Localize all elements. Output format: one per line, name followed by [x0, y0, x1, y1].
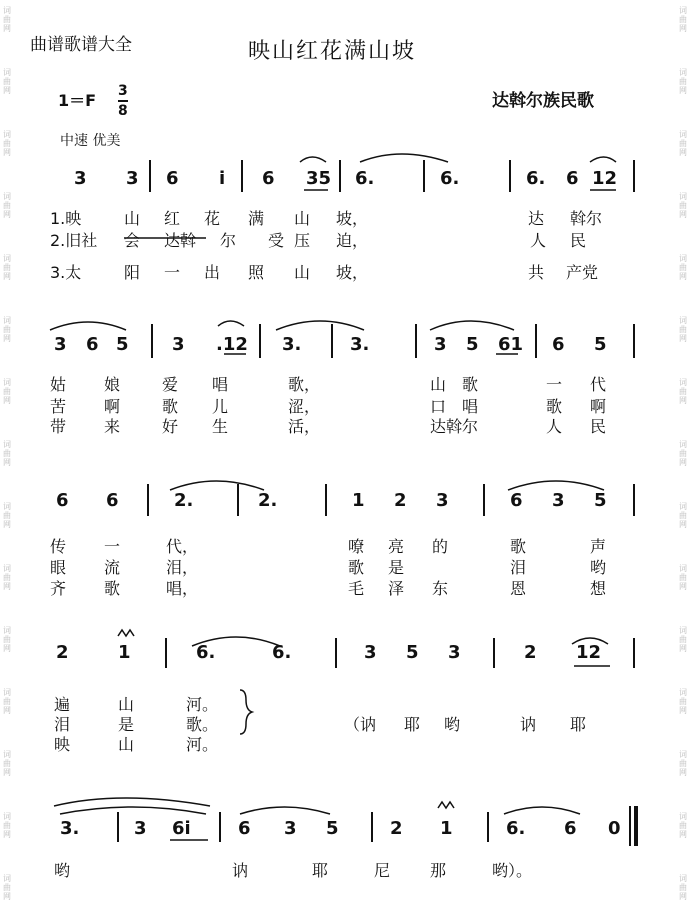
note: 5 [406, 642, 419, 663]
note: 6. [506, 818, 526, 839]
lyric-syllable: 3.太 [50, 263, 82, 282]
note: 1 [440, 818, 453, 839]
lyric-syllable: 泪 [510, 558, 527, 577]
side-watermark-mark: 词 曲 网 [3, 68, 11, 95]
lyric-syllable: 涩， [288, 397, 321, 416]
lyric-syllable: 山 [294, 209, 311, 228]
note: 5 [326, 818, 339, 839]
note: 6 [564, 818, 577, 839]
note: 3 [74, 168, 87, 189]
side-watermark-mark: 词 曲 网 [3, 502, 11, 529]
tempo-marking: 中速 优美 [60, 133, 121, 149]
ornaments [118, 630, 454, 808]
note: 6. [440, 168, 460, 189]
lyric-syllable: 爱 [162, 375, 179, 394]
lyric-syllable: 代， [166, 537, 199, 556]
underlines [124, 190, 616, 840]
side-watermark-mark: 词 曲 网 [3, 254, 11, 281]
note: 3 [552, 490, 565, 511]
note: 3. [350, 334, 370, 355]
lyric-syllable: 歌 [510, 537, 527, 556]
note: 3 [436, 490, 449, 511]
note: 3 [172, 334, 185, 355]
lyric-syllable: 想 [590, 579, 607, 598]
lyric-syllable: 口 [430, 397, 447, 416]
note: 6 [166, 168, 179, 189]
lyric-syllable: 眼 [50, 558, 67, 577]
side-watermark-mark: 词 曲 网 [679, 6, 687, 33]
lyric-syllable: 尼 [374, 861, 391, 880]
note: 3. [60, 818, 80, 839]
note: 35 [306, 168, 332, 189]
lyric-syllable: 耶 [312, 861, 329, 880]
lyric-syllable: 产党 [566, 263, 599, 282]
note: 2 [390, 818, 403, 839]
lyric-syllable: 压 [294, 231, 311, 250]
side-watermark-mark: 词 曲 网 [679, 564, 687, 591]
lyric-syllable: 是 [388, 558, 405, 577]
note: 3 [448, 642, 461, 663]
side-watermark-mark: 词 曲 网 [3, 626, 11, 653]
lyric-syllable: 啊 [590, 397, 607, 416]
lyric-syllable: 流 [104, 558, 121, 577]
lyric-syllable: 达斡 [164, 231, 197, 250]
side-watermark-mark: 词 曲 网 [3, 812, 11, 839]
note: 12 [592, 168, 618, 189]
lyric-syllable: 阳 [124, 263, 141, 282]
note: 61 [498, 334, 524, 355]
note: 5 [594, 334, 607, 355]
lyric-syllable: 照 [248, 263, 265, 282]
side-watermark-mark: 词 曲 网 [3, 688, 11, 715]
lyric-syllable: 哟）。 [492, 861, 533, 880]
note: 6 [566, 168, 579, 189]
side-watermark-mark: 词 曲 网 [3, 130, 11, 157]
note: 6 [86, 334, 99, 355]
lyric-syllable: 映 [54, 735, 71, 754]
lyric-syllable: 歌， [288, 375, 321, 394]
lyric-syllable: 泪， [166, 558, 199, 577]
side-watermark-mark: 词 曲 网 [3, 564, 11, 591]
lyric-syllable: 哟 [444, 715, 461, 734]
note: 6 [552, 334, 565, 355]
note: 12 [576, 642, 602, 663]
note: 6 [262, 168, 275, 189]
lyric-syllable: 花 [204, 209, 221, 228]
lyric-syllable: 那 [430, 861, 447, 880]
lyric-syllable: 1.映 [50, 209, 82, 228]
lyric-syllable: 一 [164, 263, 181, 282]
note: 5 [594, 490, 607, 511]
lyric-syllable: 共 [528, 263, 545, 282]
lyric-syllable: 一 [104, 537, 121, 556]
lyric-syllable: 满 [248, 209, 265, 228]
side-watermark-mark: 词 曲 网 [3, 874, 11, 901]
side-watermark-mark: 词 曲 网 [679, 130, 687, 157]
lyric-syllable: 泽 [388, 579, 405, 598]
lyric-syllable: 遍 [54, 695, 71, 714]
note: 3 [54, 334, 67, 355]
lyric-syllable: 耶 [404, 715, 421, 734]
lyric-syllable: 民 [590, 417, 607, 436]
note: 6 [106, 490, 119, 511]
lyric-syllable: 斡尔 [570, 209, 603, 228]
song-title: 映山红花满山坡 [248, 39, 417, 64]
side-watermark-mark: 词 曲 网 [679, 502, 687, 529]
lyric-syllable: 毛 [348, 579, 365, 598]
side-watermark-mark: 词 曲 网 [3, 6, 11, 33]
key-signature: 1＝F [58, 91, 97, 110]
bar-lines [118, 160, 636, 846]
note: 2. [258, 490, 278, 511]
lyric-syllable: 哟 [54, 861, 71, 880]
lyric-syllable: 民 [570, 231, 587, 250]
lyric-syllable: 唱 [212, 375, 229, 394]
lyric-syllable: 娘 [104, 375, 121, 394]
note: 3 [284, 818, 297, 839]
lyric-syllable: 歌 [162, 397, 179, 416]
lyric-syllable: 歌 [462, 375, 479, 394]
lyric-syllable: 山 [118, 735, 135, 754]
lyric-syllable: 山 [430, 375, 447, 394]
note: 6i [172, 818, 191, 839]
lyric-syllable: 亮 [388, 537, 405, 556]
lyric-syllable: 儿 [212, 397, 229, 416]
lyric-syllable: 山 [118, 695, 135, 714]
lyric-syllable: 出 [204, 263, 221, 282]
note: 0 [608, 818, 621, 839]
note: 2. [174, 490, 194, 511]
side-watermark-mark: 词 曲 网 [679, 316, 687, 343]
lyric-syllable: 来 [104, 417, 121, 436]
lyric-syllable: 一 [546, 375, 563, 394]
lyric-syllable: 红 [164, 209, 181, 228]
lyric-syllable: 带 [50, 417, 67, 436]
side-watermark-mark: 词 曲 网 [3, 316, 11, 343]
note: 2 [56, 642, 69, 663]
lyric-syllable: 讷 [232, 861, 249, 880]
lyric-syllable: 坡， [336, 263, 369, 282]
lyric-syllable: 好 [162, 417, 179, 436]
lyric-syllable: 山 [294, 263, 311, 282]
side-watermark-mark: 词 曲 网 [679, 874, 687, 901]
lyric-syllable: 人 [530, 231, 547, 250]
note: 6 [238, 818, 251, 839]
note: 3 [364, 642, 377, 663]
side-watermark-mark: 词 曲 网 [3, 750, 11, 777]
side-watermark-mark: 词 曲 网 [679, 254, 687, 281]
lyric-syllable: 姑 [50, 375, 67, 394]
side-watermark-mark: 词 曲 网 [3, 192, 11, 219]
lyric-syllable: 东 [432, 579, 449, 598]
note: 2 [394, 490, 407, 511]
note: .12 [216, 334, 248, 355]
lyric-syllable: 代 [590, 375, 607, 394]
composer-credit: 达斡尔族民歌 [492, 91, 594, 111]
lyric-syllable: 达斡尔 [430, 417, 479, 436]
lyric-syllable: （讷 [344, 715, 377, 734]
note: 6. [272, 642, 292, 663]
lyric-syllable: 哟 [590, 558, 607, 577]
note: 5 [116, 334, 129, 355]
note: 6. [526, 168, 546, 189]
lyric-syllable: 唱 [462, 397, 479, 416]
lyric-syllable: 歌 [546, 397, 563, 416]
note: 1 [118, 642, 131, 663]
side-watermark-mark: 词 曲 网 [3, 378, 11, 405]
note: 3 [134, 818, 147, 839]
lyric-syllable: 受 [268, 231, 285, 250]
lyric-syllable: 人 [546, 417, 563, 436]
side-watermark-mark: 词 曲 网 [679, 626, 687, 653]
side-watermark-mark: 词 曲 网 [679, 440, 687, 467]
lyric-syllable: 是 [118, 715, 135, 734]
lyric-syllable: 2.旧社 [50, 231, 98, 250]
lyric-syllable: 嘹 [348, 537, 365, 556]
lyric-syllable: 山 [124, 209, 141, 228]
lyric-syllable: 歌。 [186, 715, 219, 734]
note: 6 [510, 490, 523, 511]
lyric-syllable: 啊 [104, 397, 121, 416]
side-watermark-mark: 词 曲 网 [679, 68, 687, 95]
note: 2 [524, 642, 537, 663]
lyric-syllable: 的 [432, 537, 449, 556]
lyric-syllable: 生 [212, 417, 229, 436]
lyric-syllable: 达 [528, 209, 545, 228]
side-watermark-mark: 词 曲 网 [679, 378, 687, 405]
note: 1 [352, 490, 365, 511]
lyric-syllable: 传 [50, 537, 67, 556]
side-watermark-mark: 词 曲 网 [679, 192, 687, 219]
note: 6. [196, 642, 216, 663]
slurs [50, 154, 616, 814]
lyric-syllable: 讷 [520, 715, 537, 734]
lyric-syllable: 泪 [54, 715, 71, 734]
lyric-syllable: 会 [124, 231, 141, 250]
lyric-syllable: 河。 [186, 695, 219, 714]
side-watermark-mark: 词 曲 网 [679, 688, 687, 715]
lyric-syllable: 恩 [510, 579, 527, 598]
verse-brace [240, 690, 252, 734]
lyric-syllable: 坡， [336, 209, 369, 228]
lyric-syllable: 歌 [104, 579, 121, 598]
lyric-syllable: 尔 [220, 231, 237, 250]
lyric-syllable: 河。 [186, 735, 219, 754]
lyric-syllable: 活， [288, 417, 321, 436]
lyric-syllable: 耶 [570, 715, 587, 734]
note: 6. [355, 168, 375, 189]
side-watermark-mark: 词 曲 网 [679, 750, 687, 777]
note: 6 [56, 490, 69, 511]
note: 3. [282, 334, 302, 355]
meter-bottom: 8 [118, 103, 128, 119]
meter-top: 3 [118, 83, 128, 99]
lyric-syllable: 歌 [348, 558, 365, 577]
lyric-syllable: 声 [590, 537, 607, 556]
lyric-syllable: 唱， [166, 579, 199, 598]
lyric-syllable: 齐 [50, 579, 67, 598]
lyric-syllable: 苦 [50, 397, 67, 416]
note: 3 [434, 334, 447, 355]
note: 5 [466, 334, 479, 355]
side-watermark-mark: 词 曲 网 [679, 812, 687, 839]
site-watermark: 曲谱歌谱大全 [30, 35, 132, 55]
note: 3 [126, 168, 139, 189]
note: i [219, 168, 226, 189]
side-watermark-mark: 词 曲 网 [3, 440, 11, 467]
lyric-syllable: 迫， [336, 231, 369, 250]
